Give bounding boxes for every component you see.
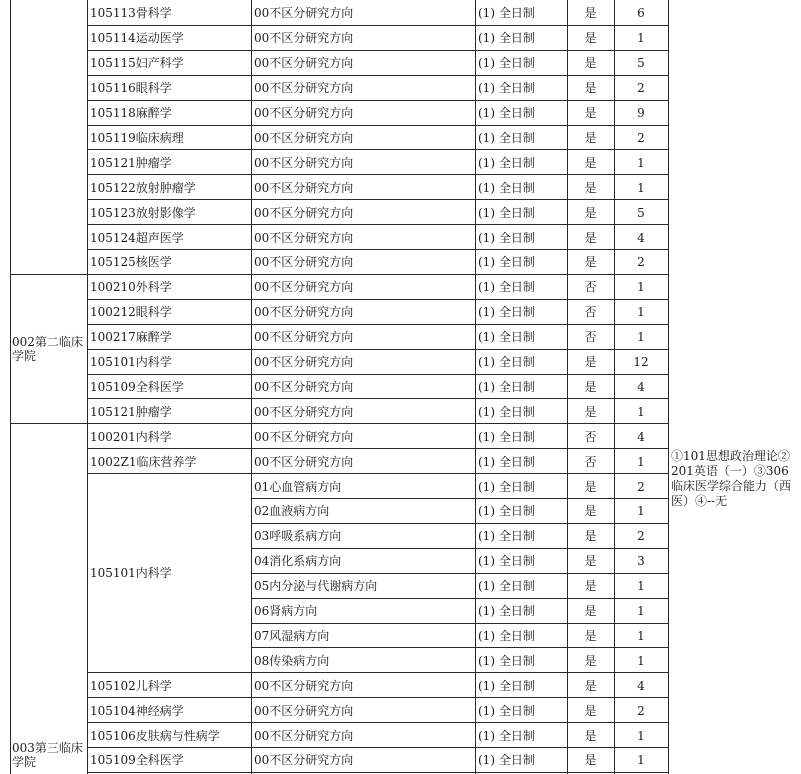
major-name: 105122放射肿瘤学 <box>90 180 196 195</box>
enrollment-count: 1 <box>637 604 645 619</box>
research-direction: 00不区分研究方向 <box>254 728 354 743</box>
flag-value: 否 <box>584 454 597 469</box>
study-mode: (1) 全日制 <box>478 155 535 170</box>
grid-hline <box>87 398 669 399</box>
grid-hline <box>87 324 669 325</box>
grid-hline <box>87 249 669 250</box>
flag-value: 是 <box>584 81 597 96</box>
flag-value: 是 <box>584 379 597 394</box>
research-direction: 00不区分研究方向 <box>254 255 354 270</box>
study-mode: (1) 全日制 <box>478 230 535 245</box>
grid-hline <box>87 25 669 26</box>
department-name: 002第二临床学院 <box>12 334 83 363</box>
flag-value: 是 <box>584 579 597 594</box>
grid-hline <box>87 274 669 275</box>
enrollment-count: 2 <box>637 255 645 270</box>
grid-hline <box>87 672 669 673</box>
grid-hline <box>87 473 669 474</box>
flag-value: 是 <box>584 180 597 195</box>
study-mode: (1) 全日制 <box>478 703 535 718</box>
grid-hline <box>87 149 669 150</box>
research-direction: 00不区分研究方向 <box>254 56 354 71</box>
research-direction: 00不区分研究方向 <box>254 81 354 96</box>
grid-hline <box>87 199 669 200</box>
major-name: 105121肿瘤学 <box>90 155 172 170</box>
study-mode: (1) 全日制 <box>478 628 535 643</box>
research-direction: 00不区分研究方向 <box>254 355 354 370</box>
flag-value: 是 <box>584 479 597 494</box>
enrollment-count: 2 <box>637 479 645 494</box>
research-direction: 00不区分研究方向 <box>254 31 354 46</box>
grid-hline <box>87 423 669 424</box>
research-direction: 00不区分研究方向 <box>254 429 354 444</box>
enrollment-count: 1 <box>637 728 645 743</box>
grid-hline <box>87 100 669 101</box>
major-name: 100210外科学 <box>90 280 172 295</box>
flag-value: 是 <box>584 31 597 46</box>
grid-hline <box>87 747 669 748</box>
research-direction: 00不区分研究方向 <box>254 6 354 21</box>
enrollment-count: 4 <box>637 678 645 693</box>
grid-hline <box>87 224 669 225</box>
research-direction: 00不区分研究方向 <box>254 106 354 121</box>
study-mode: (1) 全日制 <box>478 604 535 619</box>
flag-value: 是 <box>584 604 597 619</box>
study-mode: (1) 全日制 <box>478 404 535 419</box>
major-name: 1002Z1临床营养学 <box>90 454 197 469</box>
research-direction: 00不区分研究方向 <box>254 280 354 295</box>
research-direction: 02血液病方向 <box>254 504 330 519</box>
study-mode: (1) 全日制 <box>478 579 535 594</box>
major-name: 105123放射影像学 <box>90 205 196 220</box>
grid-hline <box>87 349 669 350</box>
major-name: 105104神经病学 <box>90 703 184 718</box>
flag-value: 是 <box>584 753 597 768</box>
major-name: 105125核医学 <box>90 255 172 270</box>
enrollment-count: 1 <box>637 579 645 594</box>
research-direction: 00不区分研究方向 <box>254 330 354 345</box>
major-name: 105124超声医学 <box>90 230 184 245</box>
flag-value: 是 <box>584 728 597 743</box>
major-name: 105115妇产科学 <box>90 56 184 71</box>
study-mode: (1) 全日制 <box>478 81 535 96</box>
enrollment-count: 1 <box>637 180 645 195</box>
study-mode: (1) 全日制 <box>478 106 535 121</box>
enrollment-count: 3 <box>637 554 645 569</box>
grid-hline <box>87 448 669 449</box>
flag-value: 是 <box>584 130 597 145</box>
research-direction: 07风湿病方向 <box>254 628 330 643</box>
enrollment-count: 2 <box>637 130 645 145</box>
study-mode: (1) 全日制 <box>478 330 535 345</box>
grid-hline <box>87 722 669 723</box>
study-mode: (1) 全日制 <box>478 454 535 469</box>
study-mode: (1) 全日制 <box>478 56 535 71</box>
research-direction: 00不区分研究方向 <box>254 180 354 195</box>
flag-value: 否 <box>584 305 597 320</box>
enrollment-count: 1 <box>637 280 645 295</box>
research-direction: 00不区分研究方向 <box>254 454 354 469</box>
study-mode: (1) 全日制 <box>478 554 535 569</box>
grid-hline <box>251 647 669 648</box>
enrollment-count: 12 <box>633 355 649 370</box>
flag-value: 是 <box>584 355 597 370</box>
enrollment-count: 4 <box>637 230 645 245</box>
major-name: 105106皮肤病与性病学 <box>90 728 220 743</box>
research-direction: 00不区分研究方向 <box>254 703 354 718</box>
department-divider <box>10 423 87 424</box>
major-name: 105114运动医学 <box>90 31 184 46</box>
study-mode: (1) 全日制 <box>478 379 535 394</box>
flag-value: 是 <box>584 255 597 270</box>
grid-hline <box>251 623 669 624</box>
major-name: 105109全科医学 <box>90 753 184 768</box>
grid-hline <box>87 374 669 375</box>
flag-value: 是 <box>584 230 597 245</box>
enrollment-count: 4 <box>637 379 645 394</box>
study-mode: (1) 全日制 <box>478 529 535 544</box>
major-name: 105118麻醉学 <box>90 106 172 121</box>
grid-hline <box>87 125 669 126</box>
study-mode: (1) 全日制 <box>478 355 535 370</box>
enrollment-count: 2 <box>637 81 645 96</box>
grid-hline <box>251 598 669 599</box>
grid-hline <box>251 548 669 549</box>
major-name: 100217麻醉学 <box>90 330 172 345</box>
flag-value: 是 <box>584 628 597 643</box>
grid-hline <box>87 75 669 76</box>
grid-hline <box>87 299 669 300</box>
department-divider <box>10 274 87 275</box>
flag-value: 是 <box>584 703 597 718</box>
flag-value: 否 <box>584 429 597 444</box>
enrollment-count: 1 <box>637 753 645 768</box>
flag-value: 是 <box>584 155 597 170</box>
flag-value: 是 <box>584 678 597 693</box>
merged-major-name: 105101内科学 <box>90 565 172 580</box>
flag-value: 是 <box>584 6 597 21</box>
flag-value: 是 <box>584 205 597 220</box>
research-direction: 00不区分研究方向 <box>254 404 354 419</box>
grid-hline <box>87 772 669 773</box>
enrollment-count: 1 <box>637 653 645 668</box>
flag-value: 否 <box>584 280 597 295</box>
research-direction: 03呼吸系病方向 <box>254 529 342 544</box>
research-direction: 00不区分研究方向 <box>254 305 354 320</box>
grid-vline-a <box>10 0 11 774</box>
grid-vline-b <box>87 0 88 774</box>
major-name: 105121肿瘤学 <box>90 404 172 419</box>
major-name: 105101内科学 <box>90 355 172 370</box>
enrollment-count: 1 <box>637 305 645 320</box>
research-direction: 00不区分研究方向 <box>254 753 354 768</box>
grid-hline <box>251 573 669 574</box>
enrollment-count: 1 <box>637 155 645 170</box>
study-mode: (1) 全日制 <box>478 180 535 195</box>
major-name: 105116眼科学 <box>90 81 172 96</box>
study-mode: (1) 全日制 <box>478 305 535 320</box>
enrollment-count: 1 <box>637 504 645 519</box>
research-direction: 00不区分研究方向 <box>254 130 354 145</box>
major-name: 105102儿科学 <box>90 678 172 693</box>
study-mode: (1) 全日制 <box>478 429 535 444</box>
enrollment-count: 6 <box>637 6 645 21</box>
study-mode: (1) 全日制 <box>478 280 535 295</box>
research-direction: 05内分泌与代谢病方向 <box>254 579 378 594</box>
enrollment-count: 1 <box>637 454 645 469</box>
grid-hline <box>251 498 669 499</box>
enrollment-count: 1 <box>637 404 645 419</box>
research-direction: 00不区分研究方向 <box>254 205 354 220</box>
grid-vline-g <box>668 0 669 774</box>
enrollment-count: 9 <box>637 106 645 121</box>
study-mode: (1) 全日制 <box>478 504 535 519</box>
major-name: 105109全科医学 <box>90 379 184 394</box>
research-direction: 00不区分研究方向 <box>254 155 354 170</box>
research-direction: 00不区分研究方向 <box>254 379 354 394</box>
enrollment-count: 1 <box>637 330 645 345</box>
research-direction: 01心血管病方向 <box>254 479 342 494</box>
exam-subjects-cell: ①101思想政治理论②201英语（一）③306临床医学综合能力（西医）④--无 <box>671 449 792 508</box>
research-direction: 00不区分研究方向 <box>254 230 354 245</box>
enrollment-count: 4 <box>637 429 645 444</box>
enrollment-count: 2 <box>637 529 645 544</box>
research-direction: 06肾病方向 <box>254 604 318 619</box>
grid-hline <box>87 697 669 698</box>
enrollment-count: 1 <box>637 31 645 46</box>
study-mode: (1) 全日制 <box>478 479 535 494</box>
study-mode: (1) 全日制 <box>478 653 535 668</box>
study-mode: (1) 全日制 <box>478 678 535 693</box>
enrollment-count: 5 <box>637 205 645 220</box>
major-name: 100212眼科学 <box>90 305 172 320</box>
enrollment-count: 2 <box>637 703 645 718</box>
grid-hline <box>251 523 669 524</box>
grid-vline-d <box>475 0 476 774</box>
study-mode: (1) 全日制 <box>478 205 535 220</box>
flag-value: 是 <box>584 529 597 544</box>
flag-value: 是 <box>584 106 597 121</box>
study-mode: (1) 全日制 <box>478 728 535 743</box>
study-mode: (1) 全日制 <box>478 255 535 270</box>
major-name: 105119临床病理 <box>90 130 184 145</box>
study-mode: (1) 全日制 <box>478 31 535 46</box>
flag-value: 是 <box>584 504 597 519</box>
flag-value: 是 <box>584 653 597 668</box>
study-mode: (1) 全日制 <box>478 6 535 21</box>
study-mode: (1) 全日制 <box>478 753 535 768</box>
enrollment-count: 5 <box>637 56 645 71</box>
grid-hline <box>87 174 669 175</box>
flag-value: 是 <box>584 554 597 569</box>
major-name: 100201内科学 <box>90 429 172 444</box>
grid-hline <box>87 50 669 51</box>
grid-vline-c <box>251 0 252 774</box>
study-mode: (1) 全日制 <box>478 130 535 145</box>
research-direction: 08传染病方向 <box>254 653 330 668</box>
research-direction: 04消化系病方向 <box>254 554 342 569</box>
flag-value: 是 <box>584 404 597 419</box>
enrollment-count: 1 <box>637 628 645 643</box>
major-name: 105113骨科学 <box>90 6 172 21</box>
flag-value: 否 <box>584 330 597 345</box>
department-name: 003第三临床学院 <box>12 741 83 769</box>
research-direction: 00不区分研究方向 <box>254 678 354 693</box>
flag-value: 是 <box>584 56 597 71</box>
